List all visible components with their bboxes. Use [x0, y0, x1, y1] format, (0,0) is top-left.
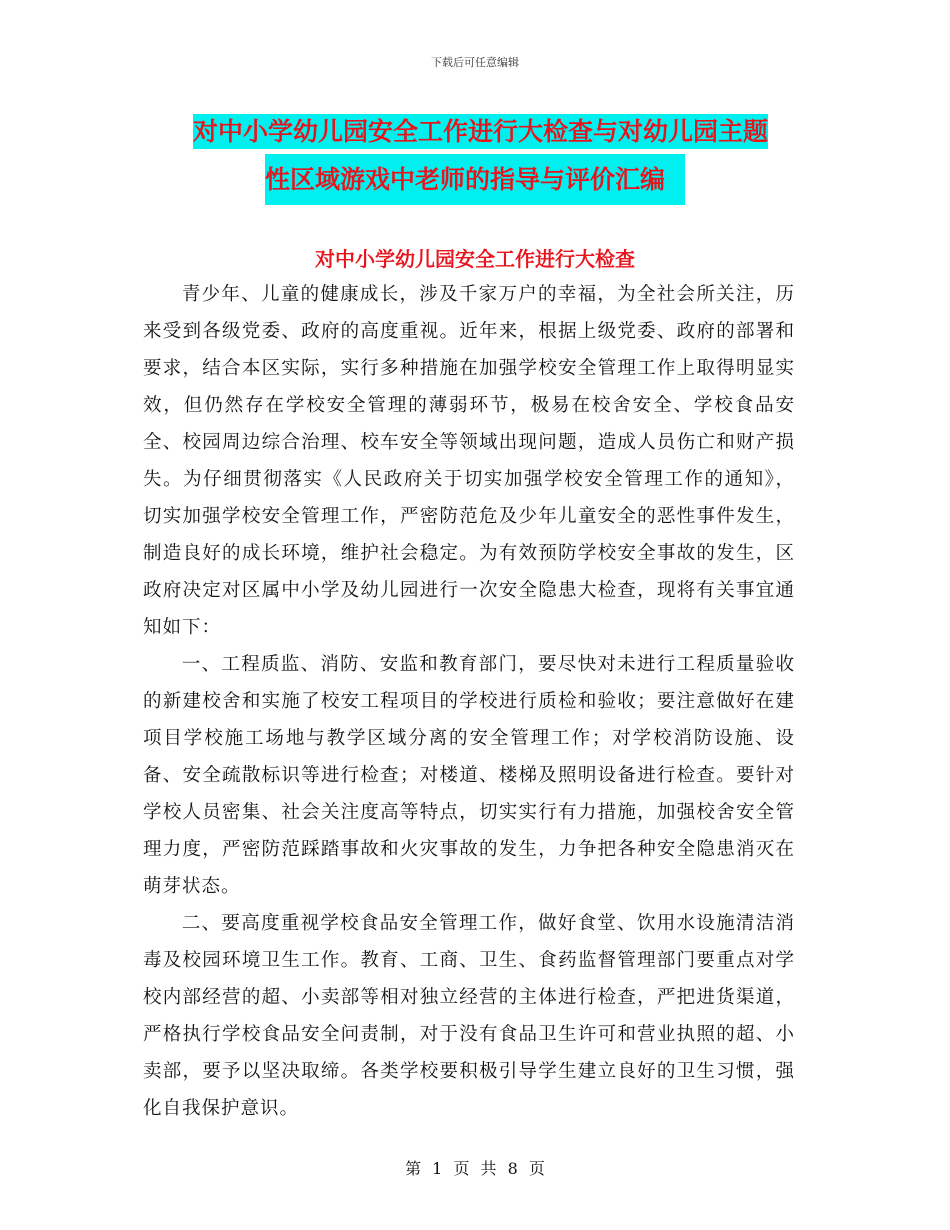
- paragraph-item-1: 一、工程质监、消防、安监和教育部门，要尽快对未进行工程质量验收的新建校舍和实施了校安工程项目的学校进行质检和验收；要注意做好在建项目学校施工场地与教学区域分离的安全管理工作；对学校消防设施、设备、安全疏散标识等进行检查；对楼道、楼梯及照明设备进行检查。要针对学校人员密集、社会关注度高等特点，切实实行有力措施，加强校舍安全管理力度，严密防范踩踏事故和火灾事故的发生，力争把各种安全隐患消灭在萌芽状态。: [143, 654, 795, 897]
- paragraph-item-2: 二、要高度重视学校食品安全管理工作，做好食堂、饮用水设施清洁消毒及校园环境卫生工作。教育、工商、卫生、食药监督管理部门要重点对学校内部经营的超、小卖部等相对独立经营的主体进行检查，严把进货渠道，严格执行学校食品安全问责制，对于没有食品卫生许可和营业执照的超、小卖部，要予以坚决取缔。各类学校要积极引导学生建立良好的卫生习惯，强化自我保护意识。: [143, 913, 795, 1119]
- paragraph-intro: 青少年、儿童的健康成长，涉及千家万户的幸福，为全社会所关注，历来受到各级党委、政府的高度重视。近年来，根据上级党委、政府的部署和要求，结合本区实际，实行多种措施在加强学校安全管理工作上取得明显实效，但仍然存在学校安全管理的薄弱环节，极易在校舍安全、学校食品安全、校园周边综合治理、校车安全等领域出现问题，造成人员伤亡和财产损失。为仔细贯彻落实《人民政府关于切实加强学校安全管理工作的通知》，切实加强学校安全管理工作，严密防范危及少年儿童安全的恶性事件发生，制造良好的成长环境，维护社会稳定。为有效预防学校安全事故的发生，区政府决定对区属中小学及幼儿园进行一次安全隐患大检查，现将有关事宜通知如下：: [143, 284, 795, 638]
- section-title: 对中小学幼儿园安全工作进行大检查: [315, 247, 635, 271]
- page-footer: 第 1 页 共 8 页: [405, 1159, 545, 1178]
- document-title-line1: 对中小学幼儿园安全工作进行大检查与对幼儿园主题: [193, 114, 768, 149]
- document-title: [193, 109, 813, 205]
- document-title-line2: 性区域游戏中老师的指导与评价汇编: [265, 154, 685, 205]
- header-note: 下载后可任意编辑: [431, 56, 519, 69]
- body-text: [143, 276, 795, 1127]
